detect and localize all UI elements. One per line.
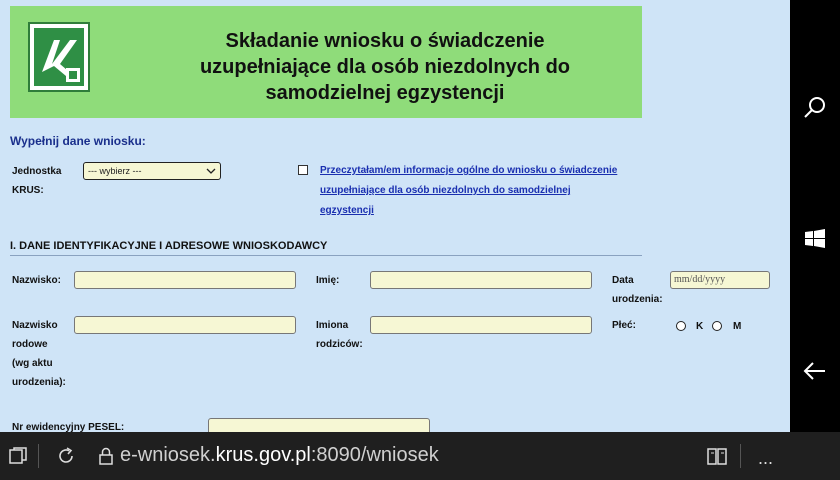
form-instruction: Wypełnij dane wniosku: [10, 134, 146, 148]
lock-icon [96, 446, 116, 466]
surname-label: Nazwisko: [12, 275, 61, 286]
sex-k-label: K [696, 321, 704, 332]
section-title: I. DANE IDENTYFIKACYJNE I ADRESOWE WNIOSKODAWCY [10, 240, 328, 252]
first-name-label: Imię: [316, 275, 340, 286]
sex-m-label: M [733, 321, 742, 332]
system-sidebar [790, 0, 840, 432]
parents-names-label: Imiona rodziców: [316, 320, 363, 350]
info-read-checkbox[interactable] [298, 165, 308, 175]
pesel-input[interactable] [208, 418, 430, 432]
back-arrow-icon[interactable] [802, 358, 828, 384]
surname-input[interactable] [74, 271, 296, 289]
info-link[interactable]: Przeczytałam/em informacje ogólne do wniosku o świadczenie uzupełniające dla osób niezdolnych do samodzielnej egzystencji [320, 165, 618, 216]
url-field[interactable]: e-wniosek.krus.gov.pl:8090/wniosek [120, 444, 439, 466]
browser-address-bar [0, 432, 840, 480]
krus-logo [28, 22, 90, 92]
more-button[interactable]: ... [758, 448, 774, 468]
unit-select[interactable]: --- wybierz --- [83, 162, 221, 180]
section-divider [10, 255, 642, 256]
unit-label: Jednostka KRUS: [12, 166, 62, 196]
tabs-icon[interactable] [8, 446, 28, 466]
page-header [10, 6, 642, 118]
pesel-label: Nr ewidencyjny PESEL: [12, 422, 125, 432]
chevron-down-icon [206, 163, 216, 184]
reading-view-icon[interactable] [706, 446, 726, 466]
sex-k-radio[interactable] [676, 321, 686, 331]
page-title: Składanie wniosku o świadczenie uzupełniające dla osób niezdolnych do samodzielnej egzystencji [199, 30, 571, 104]
parents-names-input[interactable] [370, 316, 592, 334]
windows-icon[interactable] [802, 226, 828, 252]
refresh-icon[interactable] [56, 446, 76, 466]
dob-input[interactable]: mm/dd/yyyy [670, 271, 770, 289]
divider [740, 444, 741, 468]
family-name-label: Nazwisko rodowe (wg aktu urodzenia): [12, 320, 66, 388]
sex-m-radio[interactable] [712, 321, 722, 331]
family-name-input[interactable] [74, 316, 296, 334]
dob-label: Data urodzenia: [612, 275, 663, 305]
first-name-input[interactable] [370, 271, 592, 289]
divider [38, 444, 39, 468]
sex-label: Płeć: [612, 320, 636, 331]
search-icon[interactable] [802, 95, 828, 121]
